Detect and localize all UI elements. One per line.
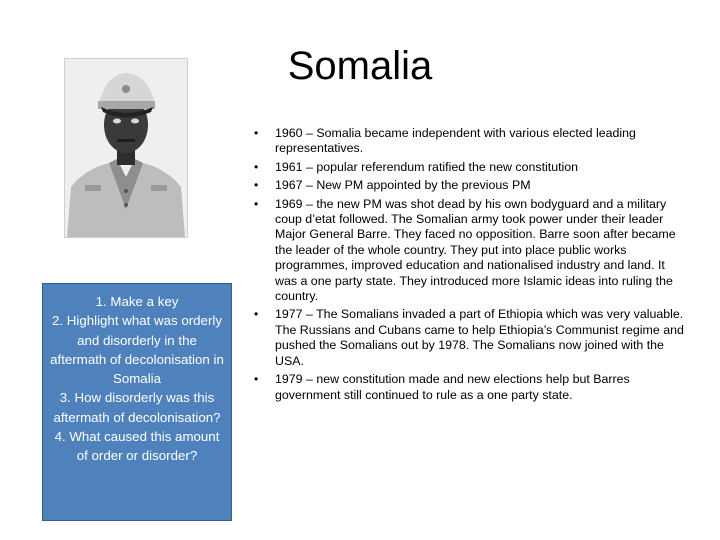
task-box xyxy=(42,283,232,521)
task-item: 1. Make a key xyxy=(95,294,179,309)
timeline-text: 1977 – The Somalians invaded a part of Ethiopia which was very valuable. The Russians and Cubans came to help Ethiopia’s Communist regime and pushed the Somalians out by 1978. The Somalians now joined with the USA. xyxy=(275,307,684,368)
timeline-item-1961 xyxy=(240,160,690,175)
bullet-icon: • xyxy=(254,126,259,140)
task-item: 2. Highlight what was orderly and disorderly in the aftermath of decolonisation in Somalia xyxy=(50,313,224,387)
timeline-text: 1967 – New PM appointed by the previous PM xyxy=(275,178,531,193)
bullet-icon: • xyxy=(254,178,259,193)
timeline-item-1977 xyxy=(240,307,690,369)
task-item: 3. How disorderly was this aftermath of decolonisation? xyxy=(53,390,221,425)
bullet-icon: • xyxy=(254,307,259,322)
timeline-text: 1960 – Somalia became independent with various elected leading representatives. xyxy=(275,126,636,156)
bullet-icon: • xyxy=(254,159,259,174)
slide-title: Somalia xyxy=(287,44,433,88)
portrait-photo xyxy=(64,58,188,238)
timeline-text: 1961 – popular referendum ratified the new constitution xyxy=(275,159,579,174)
timeline-list xyxy=(240,126,690,406)
task-list xyxy=(43,284,231,466)
timeline-item-1960 xyxy=(240,126,690,157)
timeline-item-1979 xyxy=(240,372,690,403)
timeline-item-1969 xyxy=(240,197,690,305)
timeline-text: 1969 – the new PM was shot dead by his own bodyguard and a military coup d’etat followed. The Somalian army took power under their leader Major General Barre. They faced no opposition. Barre soon after became the leader of the whole country. They put into place public works programmes, improved education and nationalised industry and land. It was a one party state. They introduced more Islamic ideas into ruling the country. xyxy=(275,196,676,304)
task-item: 4. What caused this amount of order or disorder? xyxy=(54,429,220,464)
timeline-text: 1979 – new constitution made and new elections help but Barres government still continued to rule as a one party state. xyxy=(275,372,630,402)
bullet-icon: • xyxy=(254,196,259,211)
bullet-icon: • xyxy=(254,372,259,387)
timeline-item-1967 xyxy=(240,178,690,193)
portrait-photo-icon xyxy=(65,59,187,237)
